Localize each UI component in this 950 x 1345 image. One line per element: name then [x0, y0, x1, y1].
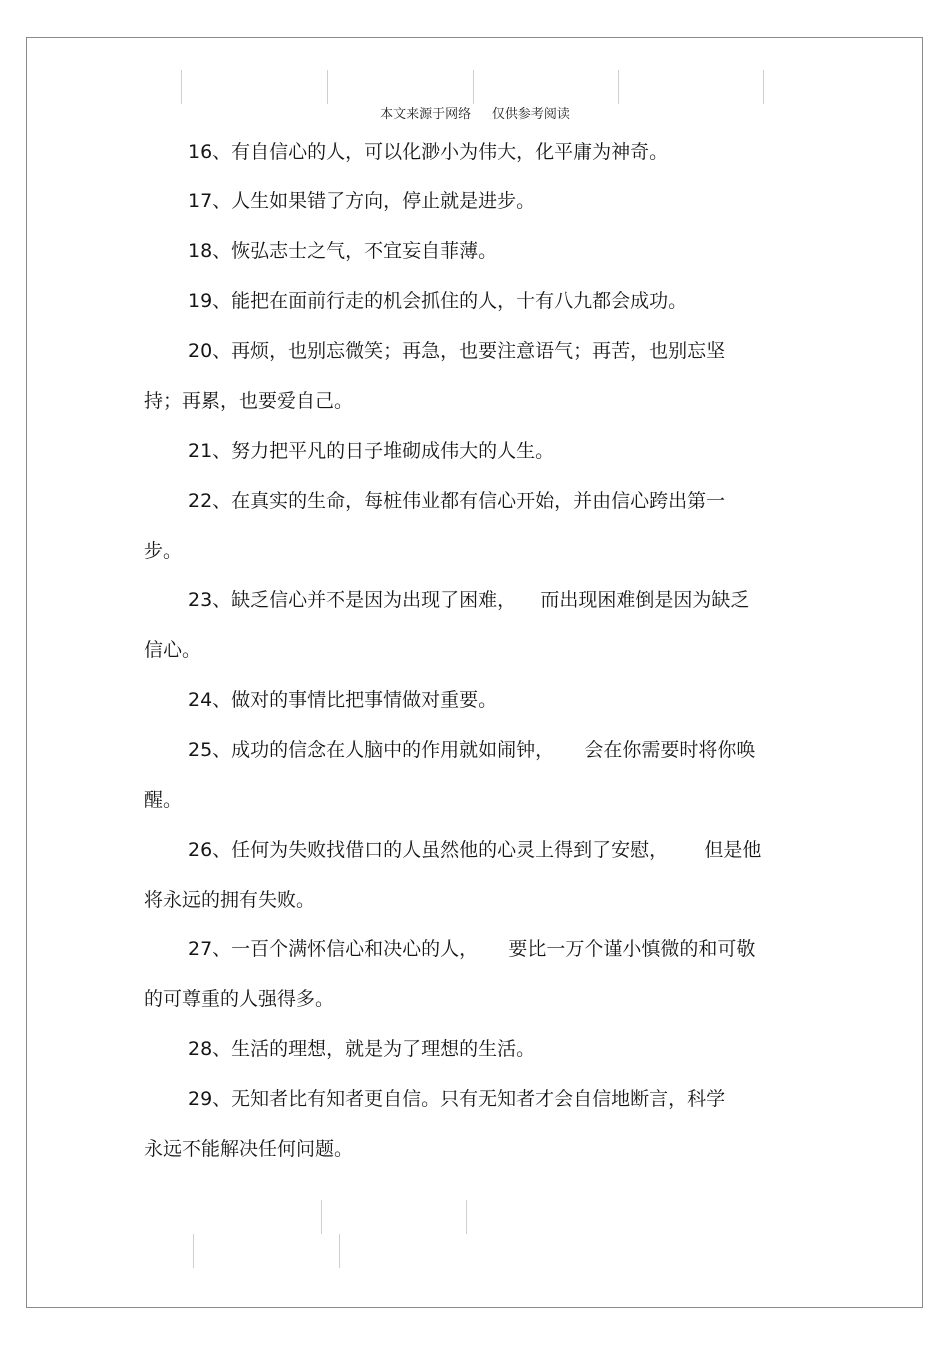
quote-27: 27、一百个满怀信心和决心的人， 要比一万个谨小慎微的和可敬 — [188, 938, 756, 960]
quote-22-cont: 步。 — [144, 540, 183, 562]
quote-25-cont: 醒。 — [144, 789, 183, 811]
quote-18: 18、恢弘志士之气，不宜妄自菲薄。 — [188, 240, 498, 262]
quote-17: 17、人生如果错了方向，停止就是进步。 — [188, 190, 536, 212]
top-rule-1 — [181, 70, 182, 104]
quote-27-cont: 的可尊重的人强得多。 — [144, 988, 335, 1010]
quote-20-cont: 持；再累，也要爱自己。 — [144, 390, 354, 412]
top-rule-4 — [618, 70, 619, 104]
quote-23-cont: 信心。 — [144, 639, 202, 661]
page-frame — [26, 37, 923, 1308]
quote-19: 19、能把在面前行走的机会抓住的人，十有八九都会成功。 — [188, 290, 688, 312]
quote-16: 16、有自信心的人，可以化渺小为伟大，化平庸为神奇。 — [188, 141, 669, 163]
quote-26-cont: 将永远的拥有失败。 — [144, 889, 316, 911]
quote-26: 26、任何为失败找借口的人虽然他的心灵上得到了安慰， 但是他 — [188, 839, 762, 861]
quote-23: 23、缺乏信心并不是因为出现了困难， 而出现困难倒是因为缺乏 — [188, 589, 750, 611]
bottom-rule-2 — [466, 1200, 467, 1234]
quote-29: 29、无知者比有知者更自信。只有无知者才会自信地断言，科学 — [188, 1088, 726, 1110]
top-rule-5 — [763, 70, 764, 104]
quote-20: 20、再烦，也别忘微笑；再急，也要注意语气；再苦，也别忘坚 — [188, 340, 726, 362]
quote-29-cont: 永远不能解决任何问题。 — [144, 1138, 354, 1160]
quote-28: 28、生活的理想，就是为了理想的生活。 — [188, 1038, 536, 1060]
top-rule-3 — [473, 70, 474, 104]
quote-25: 25、成功的信念在人脑中的作用就如闹钟， 会在你需要时将你唤 — [188, 739, 756, 761]
source-note: 本文来源于网络 仅供参考阅读 — [380, 107, 570, 122]
quote-21: 21、努力把平凡的日子堆砌成伟大的人生。 — [188, 440, 555, 462]
top-rule-2 — [327, 70, 328, 104]
bottom-rule-3 — [193, 1234, 194, 1268]
quote-22: 22、在真实的生命，每桩伟业都有信心开始，并由信心跨出第一 — [188, 490, 726, 512]
bottom-rule-4 — [339, 1234, 340, 1268]
quote-24: 24、做对的事情比把事情做对重要。 — [188, 689, 498, 711]
bottom-rule-1 — [321, 1200, 322, 1234]
